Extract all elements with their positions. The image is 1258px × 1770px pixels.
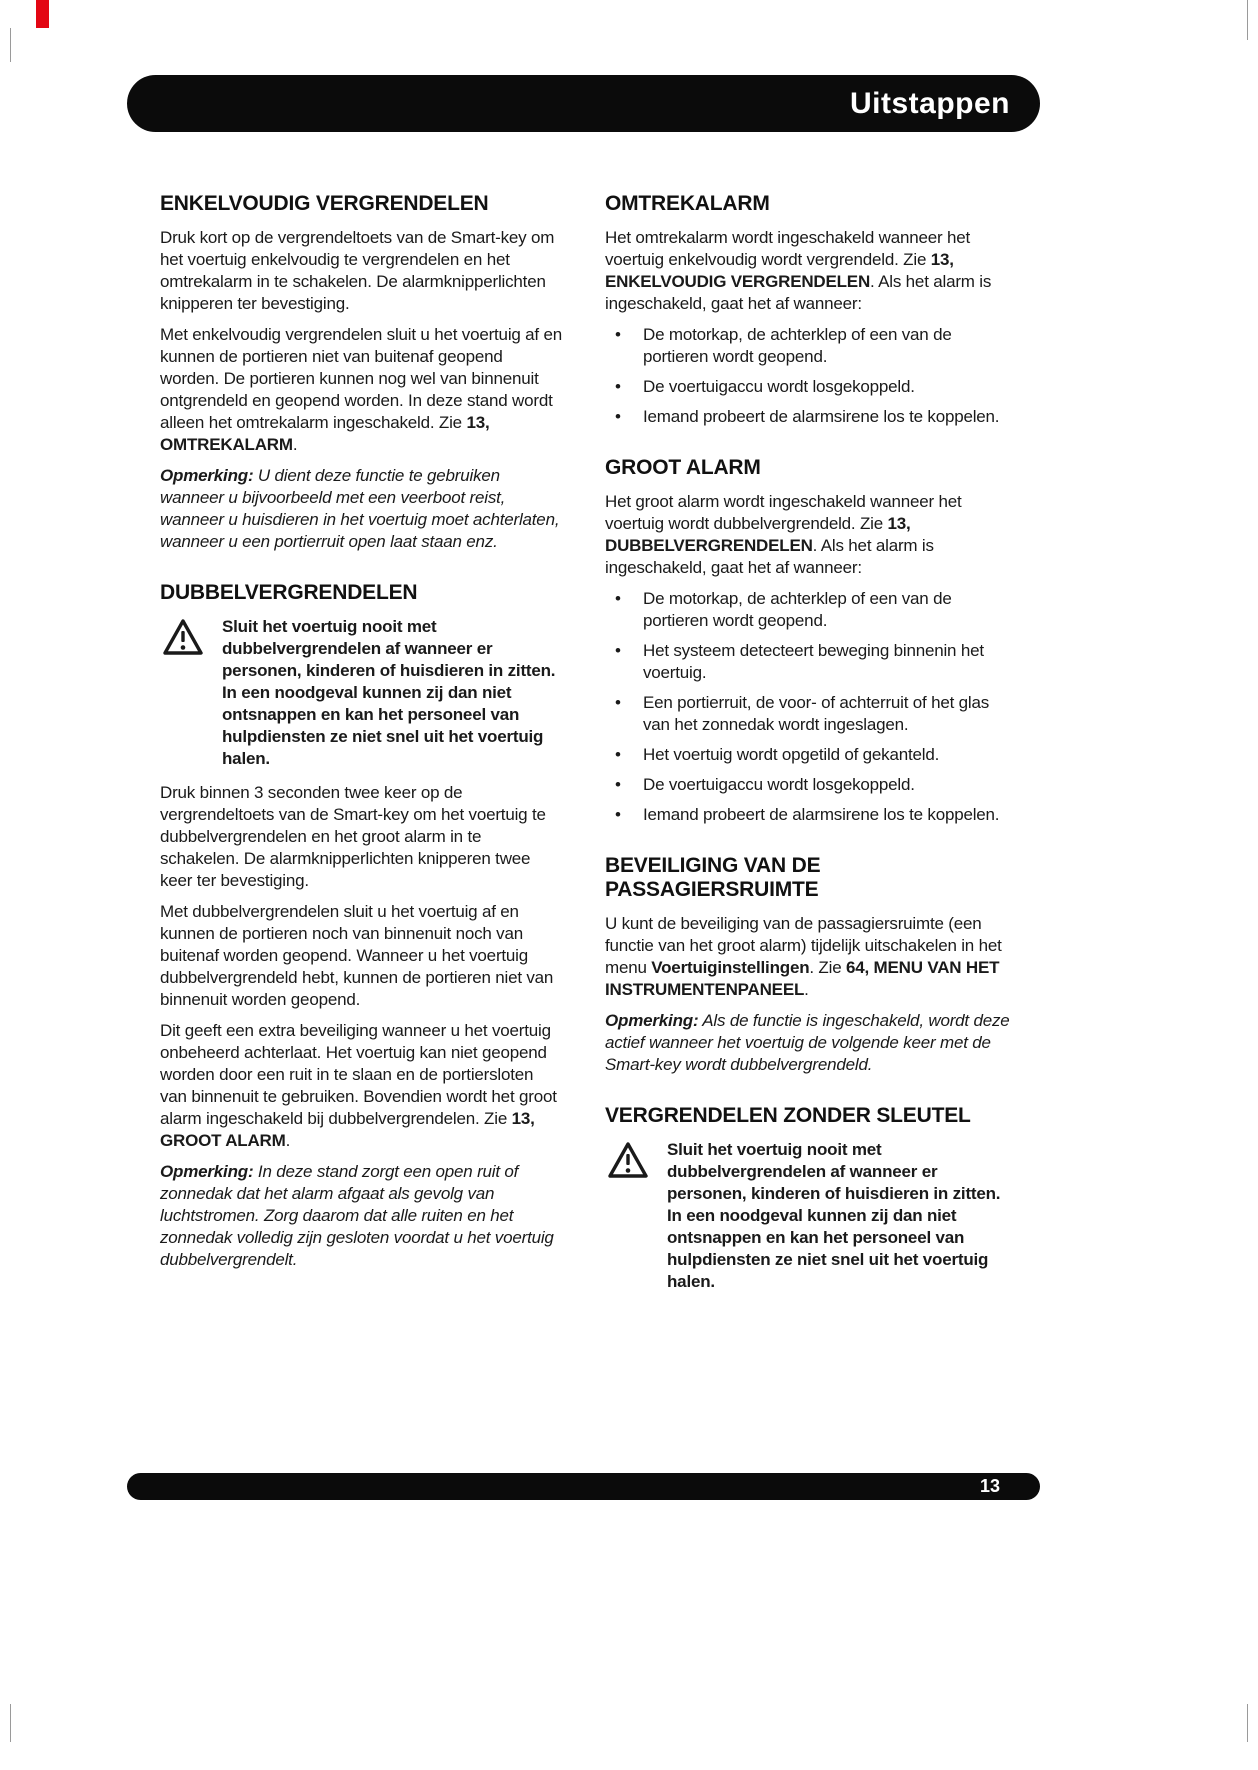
text-run: 64, MENU VAN HET INSTRUMENTENPANEEL: [605, 958, 1000, 1000]
text-run: Opmerking:: [160, 1161, 254, 1181]
section-heading: BEVEILIGING VAN DE PASSAGIERSRUIMTE: [605, 853, 821, 902]
paragraph: [160, 324, 562, 456]
alarm-triggers-list: [605, 324, 1011, 428]
page-number: 13: [979, 1476, 1000, 1496]
warning-text: [222, 616, 562, 770]
bullet-item: • De voertuigaccu wordt losgekoppeld.: [605, 376, 1011, 398]
text-run: . Als het alarm is ingeschakeld, gaat het af wanneer:: [605, 271, 992, 313]
bullet-item: • De voertuigaccu wordt losgekoppeld.: [605, 774, 1011, 796]
note-paragraph: [160, 1161, 562, 1271]
warning-triangle-icon: [160, 616, 206, 770]
text-run: .: [292, 434, 298, 454]
right-column: [605, 192, 1011, 1321]
bullet-item: • Iemand probeert de alarmsirene los te koppelen.: [605, 406, 1011, 428]
crop-mark-bottom-left: [10, 1704, 11, 1742]
page-footer-bar: [127, 1473, 1040, 1500]
section-omtrekalarm: [605, 192, 1011, 428]
text-run: Druk kort op de vergrendeltoets van de Smart-key om het voertuig enkelvoudig te vergrendelen en het omtrekalarm in te schakelen. De alarmknipperlichten knipperen ter bevestiging.: [160, 227, 555, 313]
section-heading: GROOT ALARM: [605, 455, 761, 479]
text-run: 13, OMTREKALARM: [160, 412, 490, 454]
section-heading: OMTREKALARM: [605, 192, 770, 215]
paragraph: [160, 227, 562, 315]
section-vergrendelen-zonder-sleutel: [605, 1104, 1011, 1293]
text-run: Het groot alarm wordt ingeschakeld wanneer het voertuig wordt dubbelvergrendeld. Zie: [605, 491, 962, 533]
note-paragraph: [605, 1010, 1011, 1076]
text-run: Sluit het voertuig nooit met dubbelvergrendelen af wanneer er personen, kinderen of huisdieren in zitten. In een noodgeval kunnen zij dan niet ontsnappen en kan het personeel van hulpdiensten ze niet snel uit het voertuig halen.: [222, 616, 556, 768]
text-run: Dit geeft een extra beveiliging wanneer u het voertuig onbeheerd achterlaat. Het voertuig kan niet geopend worden door een ruit in te slaan en de portiersloten van binnenuit te gebruiken. Bovendien wordt het groot alarm ingeschakeld bij dubbelvergrendelen. Zie: [160, 1020, 557, 1128]
crop-mark-bottom-right: [1247, 1704, 1248, 1742]
paragraph: [160, 901, 562, 1011]
paragraph: [605, 913, 1011, 1001]
section-heading: DUBBELVERGRENDELEN: [160, 580, 418, 604]
section-groot-alarm: [605, 456, 1011, 826]
left-column: [160, 192, 562, 1299]
text-run: Druk binnen 3 seconden twee keer op de vergrendeltoets van de Smart-key om het voertuig te dubbelvergrendelen en het groot alarm in te schakelen. De alarmknipperlichten knipperen twee keer ter bevestiging.: [160, 782, 546, 890]
section-dubbelvergrendelen: [160, 581, 562, 1271]
text-run: 13, ENKELVOUDIG VERGRENDELEN: [605, 249, 954, 291]
text-run: Het omtrekalarm wordt ingeschakeld wanneer het voertuig enkelvoudig wordt vergrendeld. Zie: [605, 227, 970, 269]
text-run: . Zie: [809, 958, 846, 978]
text-run: Als de functie is ingeschakeld, wordt deze actief wanneer het voertuig de volgende keer met de Smart-key wordt dubbelvergrendeld.: [605, 1011, 1010, 1075]
text-run: Opmerking:: [605, 1011, 699, 1031]
bullet-item: • Het voertuig wordt opgetild of gekanteld.: [605, 744, 1011, 766]
bullet-item: • Een portierruit, de voor- of achterruit of het glas van het zonnedak wordt ingeslagen.: [605, 692, 1011, 736]
bullet-item: • De motorkap, de achterklep of een van de portieren wordt geopend.: [605, 324, 1011, 368]
text-run: .: [285, 1130, 291, 1150]
section-beveiliging-passagiersruimte: [605, 854, 1011, 1077]
bullet-item: • Het systeem detecteert beweging binnenin het voertuig.: [605, 640, 1011, 684]
warning-text: [667, 1139, 1011, 1293]
paragraph: [160, 1020, 562, 1152]
bullet-item: • De motorkap, de achterklep of een van de portieren wordt geopend.: [605, 588, 1011, 632]
registration-mark-red: [36, 0, 49, 28]
paragraph: [605, 227, 1011, 315]
alarm-triggers-list: [605, 588, 1011, 826]
text-run: In deze stand zorgt een open ruit of zonnedak dat het alarm afgaat als gevolg van luchtstromen. Zorg daarom dat alle ruiten en het zonnedak volledig zijn gesloten voordat u het voertuig dubbelvergrendelt.: [160, 1161, 554, 1269]
section-heading: VERGRENDELEN ZONDER SLEUTEL: [605, 1104, 971, 1128]
paragraph: [160, 782, 562, 892]
text-run: .: [804, 980, 809, 1000]
warning-block: [160, 616, 562, 770]
text-run: . Als het alarm is ingeschakeld, gaat het af wanneer:: [605, 535, 934, 577]
text-run: U kunt de beveiliging van de passagiersruimte (een functie van het groot alarm) tijdelijk uitschakelen in het menu: [605, 914, 1002, 978]
warning-triangle-icon: [605, 1139, 651, 1293]
text-run: 13, DUBBELVERGRENDELEN: [605, 513, 911, 555]
text-run: Sluit het voertuig nooit met dubbelvergrendelen af wanneer er personen, kinderen of huisdieren in zitten. In een noodgeval kunnen zij dan niet ontsnappen en kan het personeel van hulpdiensten ze niet snel uit het voertuig halen.: [667, 1139, 1001, 1291]
note-paragraph: [160, 465, 562, 553]
paragraph: [605, 491, 1011, 579]
text-run: U dient deze functie te gebruiken wanneer u bijvoorbeeld met een veerboot reist, wanneer u huisdieren in het voertuig moet achterlaten, wanneer u een portierruit open laat staan enz.: [160, 465, 560, 551]
text-run: Opmerking:: [160, 465, 254, 485]
page-header-bar: [127, 75, 1040, 132]
section-enkelvoudig-vergrendelen: [160, 192, 562, 553]
text-run: 13, GROOT ALARM: [160, 1108, 535, 1150]
text-run: Met enkelvoudig vergrendelen sluit u het voertuig af en kunnen de portieren niet van buitenaf geopend worden. De portieren kunnen nog wel van binnenuit ontgrendeld en geopend worden. In deze stand wordt alleen het omtrekalarm ingeschakeld. Zie: [160, 324, 562, 432]
text-run: Voertuiginstellingen: [651, 958, 810, 978]
page-title: Uitstappen: [849, 86, 1010, 120]
section-heading: ENKELVOUDIG VERGRENDELEN: [160, 192, 489, 215]
warning-block: [605, 1139, 1011, 1293]
crop-mark-top-right: [1247, 0, 1248, 40]
text-run: Met dubbelvergrendelen sluit u het voertuig af en kunnen de portieren noch van binnenuit noch van buitenaf worden geopend. Wanneer u het voertuig dubbelvergrendeld hebt, kunnen de portieren niet van binnenuit worden geopend.: [160, 901, 554, 1009]
crop-mark-top-left: [10, 28, 11, 62]
bullet-item: • Iemand probeert de alarmsirene los te koppelen.: [605, 804, 1011, 826]
